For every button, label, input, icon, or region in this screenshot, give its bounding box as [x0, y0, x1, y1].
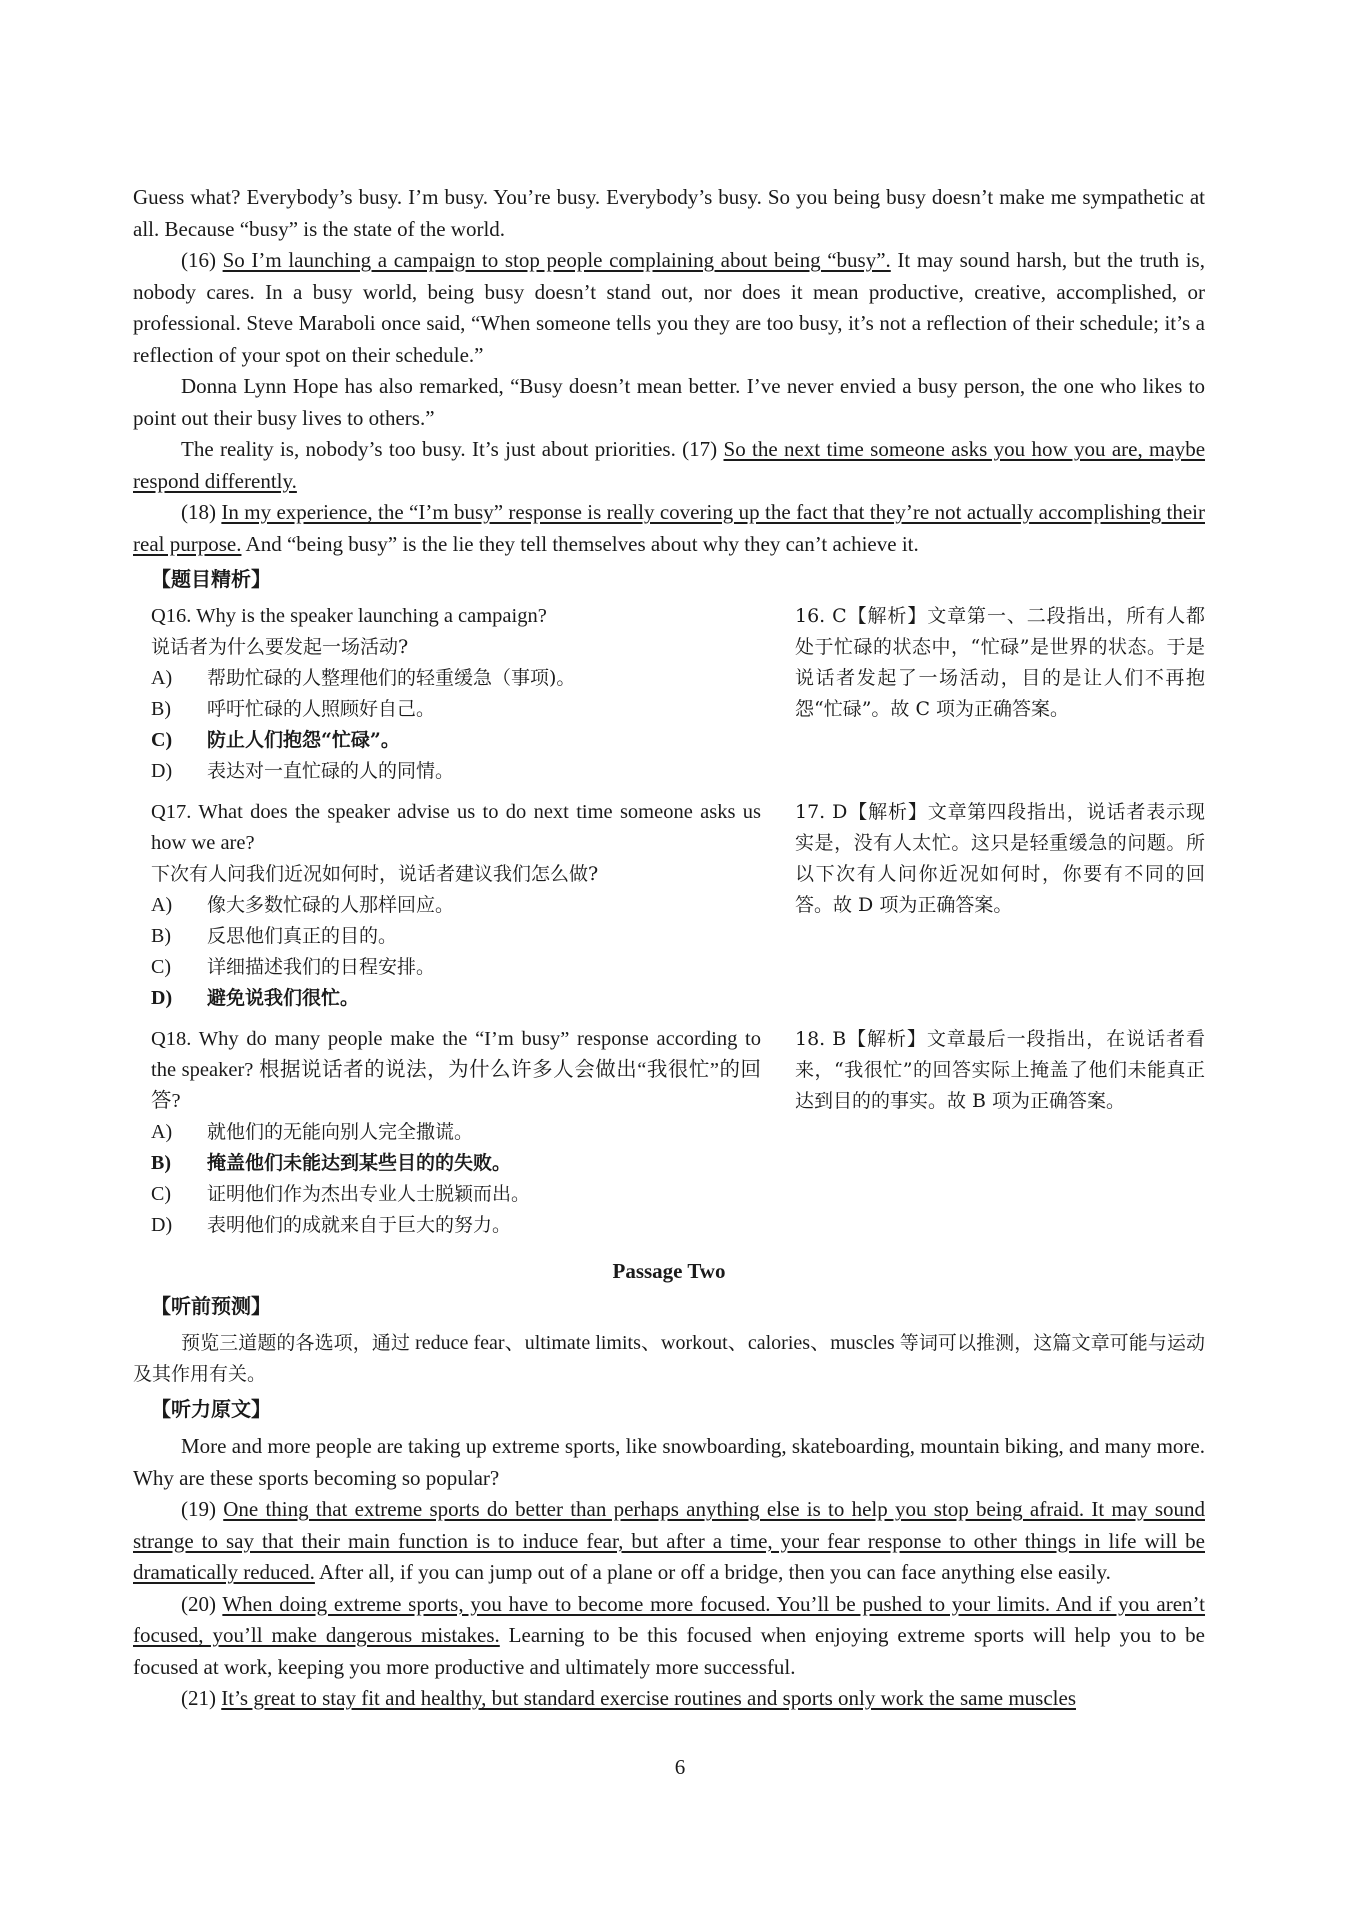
transcript-paragraph: [133, 1494, 1205, 1589]
transcript-paragraph: [133, 434, 1205, 497]
option-text: 帮助忙碌的人整理他们的轻重缓急（事项)。: [207, 667, 576, 689]
question-17: [133, 797, 761, 1014]
option-d: [151, 1210, 761, 1241]
option-text: 像大多数忙碌的人那样回应。: [207, 894, 455, 916]
paragraph-text: And “being busy” is the lie they tell themselves about why they can’t achieve it.: [241, 531, 919, 556]
question-marker: (18): [181, 500, 222, 524]
paragraph-text: After all, if you can jump out of a plane or off a bridge, then you can face anything else easily.: [314, 1560, 1111, 1584]
option-key: D): [151, 760, 173, 782]
section-heading-analysis: 【题目精析】: [151, 567, 271, 591]
page-number: 6: [674, 1755, 686, 1779]
option-key: B): [151, 698, 171, 720]
option-b: [151, 921, 761, 952]
transcript-paragraph: Donna Lynn Hope has also remarked, “Busy doesn’t mean better. I’ve never envied a busy person, the one who likes to point out their busy lives to others.”: [133, 374, 1205, 430]
option-key: D): [151, 987, 173, 1009]
option-text: 反思他们真正的目的。: [207, 925, 398, 947]
paragraph-text: Learning to be this focused when enjoying extreme sports will help you to be focused at work, keeping you more productive and ultimately more successful.: [133, 1623, 1205, 1679]
option-key: C): [151, 1183, 171, 1205]
paragraph-text: 等词可以推测，这篇文章可能与运动及其作用有关。: [133, 1332, 1205, 1385]
option-text: 详细描述我们的日程安排。: [207, 956, 436, 978]
underlined-answer-text: When doing extreme sports, you have to become more focused. You’ll be pushed to your limits. And if you aren’t focused, you’ll make dangerous mistakes.: [133, 1591, 1206, 1647]
transcript-paragraph: [133, 1683, 1205, 1715]
question-text: Q17. What does the speaker advise us to do next time someone asks us how we are?: [151, 801, 761, 854]
question-block-18: [133, 1024, 1205, 1241]
option-a: [151, 890, 761, 921]
option-text: 避免说我们很忙。: [207, 987, 360, 1009]
paragraph-text: It may sound harsh, but the truth is, nobody cares. In a busy world, being busy doesn’t stand out, nor does it mean productive, creative, accomplished, or professional. Steve Maraboli once said, “When someone tells you they are too busy, it’s not a reflection of their schedule; it’s a reflection of your spot on their schedule.”: [133, 248, 1205, 367]
question-text: Q16. Why is the speaker launching a campaign?: [151, 605, 547, 627]
answer-explanation-16: [795, 601, 1205, 787]
document-page: [133, 182, 1205, 1715]
option-key: D): [151, 1214, 173, 1236]
paragraph-text: 预览三道题的各选项，通过: [181, 1332, 410, 1354]
option-c: [151, 1179, 761, 1210]
explanation-text: 17. D【解析】文章第四段指出，说话者表示现实是，没有人太忙。这只是轻重缓急的问题。所以下次有人问你近况如何时，你要有不同的回答。故 D 项为正确答案。: [795, 801, 1205, 916]
underlined-answer-text: In my experience, the “I’m busy” response is really covering up the fact that they’re not actually accomplishing their real purpose.: [133, 500, 1205, 556]
transcript-paragraph: Guess what? Everybody’s busy. I’m busy. You’re busy. Everybody’s busy. So you being busy doesn’t make me sympathetic at all. Because “busy” is the state of the world.: [133, 185, 1205, 241]
question-block-16: [133, 601, 1205, 787]
option-key: A): [151, 894, 173, 916]
question-marker: (21): [181, 1686, 222, 1710]
option-a: [151, 663, 761, 694]
underlined-answer-text: One thing that extreme sports do better than perhaps anything else is to help you stop being afraid. It may sound strange to say that their main function is to induce fear, but after a time, your fear response to other things in life will be dramatically reduced.: [133, 1497, 1205, 1584]
option-text: 表达对一直忙碌的人的同情。: [207, 760, 455, 782]
explanation-text: 16. C【解析】文章第一、二段指出，所有人都处于忙碌的状态中，“忙碌”是世界的状态。于是说话者发起了一场活动，目的是让人们不再抱怨“忙碌”。故 C 项为正确答案。: [795, 605, 1205, 720]
paragraph-text: The reality is, nobody’s too busy. It’s just about priorities. (17): [181, 437, 724, 461]
passage-title: Passage Two: [612, 1259, 726, 1283]
option-d: [151, 756, 761, 787]
transcript-paragraph: [133, 497, 1205, 560]
option-a: [151, 1117, 761, 1148]
underlined-answer-text: So I’m launching a campaign to stop people complaining about being “busy”.: [222, 248, 891, 272]
option-key: A): [151, 667, 173, 689]
transcript-paragraph: [133, 245, 1205, 371]
question-marker: (20): [181, 1591, 223, 1616]
option-text: 表明他们的成就来自于巨大的努力。: [207, 1214, 512, 1236]
underlined-answer-text: So the next time someone asks you how you are, maybe respond differently.: [133, 437, 1206, 493]
underlined-answer-text: It’s great to stay fit and healthy, but standard exercise routines and sports only work the same muscles: [221, 1686, 1077, 1710]
question-text: Q18. Why do many people make the “I’m busy” response according to the speaker? 根据说话者的说法，为什么许多人会做出“我很忙”的回答?: [151, 1028, 761, 1112]
question-translation: 说话者为什么要发起一场活动?: [151, 636, 409, 658]
option-key: C): [151, 729, 173, 751]
option-text: 防止人们抱怨“忙碌”。: [207, 729, 400, 751]
option-c-correct: [151, 725, 761, 756]
section-heading-transcript: 【听力原文】: [151, 1397, 271, 1421]
option-c: [151, 952, 761, 983]
option-key: C): [151, 956, 171, 978]
transcript-paragraph: More and more people are taking up extreme sports, like snowboarding, skateboarding, mountain biking, and many more. Why are these sports becoming so popular?: [133, 1434, 1205, 1490]
question-18: [133, 1024, 761, 1241]
option-key: A): [151, 1121, 173, 1143]
explanation-text: 18. B【解析】文章最后一段指出，在说话者看来，“我很忙”的回答实际上掩盖了他们未能真正达到目的的事实。故 B 项为正确答案。: [795, 1028, 1205, 1112]
section-heading-prediction: 【听前预测】: [151, 1294, 271, 1318]
question-block-17: [133, 797, 1205, 1014]
option-d-correct: [151, 983, 761, 1014]
answer-explanation-18: [795, 1024, 1205, 1241]
keyword-list: reduce fear、ultimate limits、workout、calories、muscles: [410, 1332, 900, 1354]
option-b: [151, 694, 761, 725]
option-text: 证明他们作为杰出专业人士脱颖而出。: [207, 1183, 531, 1205]
prediction-paragraph: [133, 1328, 1205, 1390]
question-translation: 下次有人问我们近况如何时，说话者建议我们怎么做?: [151, 863, 599, 885]
question-16: [133, 601, 761, 787]
option-text: 就他们的无能向别人完全撒谎。: [207, 1121, 474, 1143]
option-key: B): [151, 925, 171, 947]
question-marker: (16): [181, 248, 223, 272]
question-marker: (19): [181, 1497, 224, 1521]
option-text: 呼吁忙碌的人照顾好自己。: [207, 698, 436, 720]
transcript-paragraph: [133, 1589, 1205, 1684]
option-text: 掩盖他们未能达到某些目的的失败。: [207, 1152, 512, 1174]
option-key: B): [151, 1152, 171, 1174]
answer-explanation-17: [795, 797, 1205, 1014]
option-b-correct: [151, 1148, 761, 1179]
